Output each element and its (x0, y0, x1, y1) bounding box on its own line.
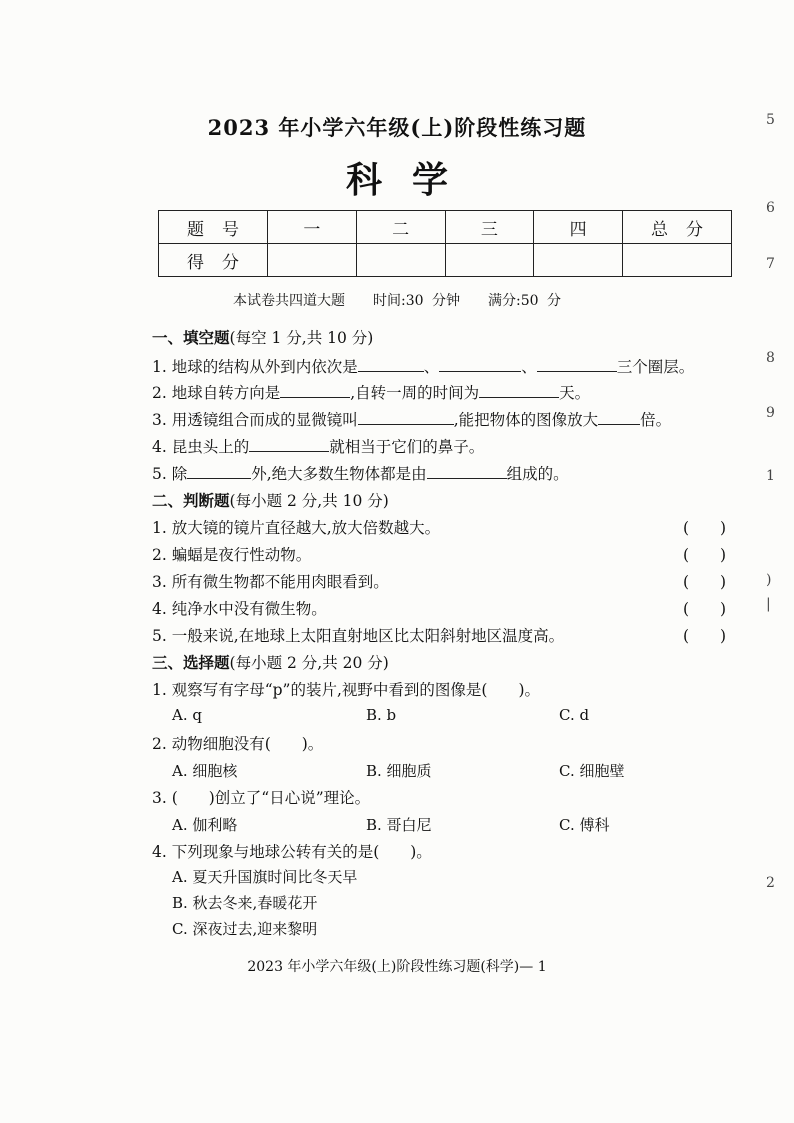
section2-title: 二、判断题 (152, 491, 230, 510)
fill-q3-suffix: 倍。 (640, 411, 672, 429)
fill-question-1 (152, 355, 694, 377)
section1-title: 一、填空题 (152, 328, 230, 347)
fill-q2-mid: ,自转一周的时间为 (350, 384, 480, 402)
subject-title: 科学 (345, 159, 478, 201)
edge-mark: 7 (766, 256, 775, 272)
section2-heading (152, 489, 389, 511)
score-table (158, 210, 732, 277)
choice-q4-option-a[interactable]: A. 夏天升国旗时间比冬天早 (172, 868, 358, 886)
choice-q1-option-c[interactable]: C. d (559, 706, 590, 724)
fill-question-3 (152, 408, 671, 430)
fill-q1-prefix: 1. 地球的结构从外到内依次是 (152, 358, 358, 376)
fill-q2-blank-1[interactable] (280, 382, 350, 398)
edge-mark: 2 (766, 875, 775, 891)
section1-note: (每空 1 分,共 10 分) (229, 329, 374, 347)
fill-question-5 (152, 462, 569, 484)
fill-q1-blank-1[interactable] (358, 356, 424, 372)
judge-answer-5[interactable]: ( ) (683, 627, 727, 645)
judge-question-5: 5. 一般来说,在地球上太阳直射地区比太阳斜射地区温度高。 (152, 627, 565, 645)
choice-q2-option-a[interactable]: A. 细胞核 (172, 762, 238, 780)
score-cell-header-1: 一 (268, 211, 357, 244)
score-table-header-row (159, 211, 732, 244)
edge-mark: | (766, 596, 771, 612)
choice-question-4: 4. 下列现象与地球公转有关的是( )。 (152, 843, 432, 861)
choice-question-1: 1. 观察写有字母“p”的装片,视野中看到的图像是( )。 (152, 681, 541, 699)
choice-q1-option-b[interactable]: B. b (366, 706, 397, 724)
fill-q2-prefix: 2. 地球自转方向是 (152, 384, 281, 402)
fill-q5-suffix: 组成的。 (506, 465, 569, 483)
score-cell-header-2: 二 (356, 211, 445, 244)
section3-note: (每小题 2 分,共 20 分) (229, 654, 389, 672)
score-input-total[interactable] (623, 244, 732, 277)
fill-q3-blank-1[interactable] (358, 409, 454, 425)
judge-question-1: 1. 放大镜的镜片直径越大,放大倍数越大。 (152, 519, 441, 537)
judge-answer-2[interactable]: ( ) (683, 546, 727, 564)
score-table-score-row (159, 244, 732, 277)
judge-answer-1[interactable]: ( ) (683, 519, 727, 537)
fill-q1-suffix: 三个圈层。 (616, 358, 695, 376)
choice-question-3: 3. ( )创立了“日心说”理论。 (152, 789, 371, 807)
judge-answer-3[interactable]: ( ) (683, 573, 727, 591)
fill-q5-blank-2[interactable] (427, 463, 507, 479)
choice-q2-option-b[interactable]: B. 细胞质 (366, 762, 432, 780)
fill-q1-sep1: 、 (423, 358, 440, 376)
choice-q1-option-a[interactable]: A. q (172, 706, 202, 724)
choice-question-2: 2. 动物细胞没有( )。 (152, 735, 324, 753)
choice-q3-option-b[interactable]: B. 哥白尼 (366, 816, 432, 834)
score-row-label: 得分 (159, 244, 268, 277)
edge-mark: 1 (766, 468, 775, 484)
edge-mark: 6 (766, 200, 775, 216)
score-input-3[interactable] (445, 244, 534, 277)
score-input-2[interactable] (356, 244, 445, 277)
exam-title: 2023 年小学六年级(上)阶段性练习题 (207, 115, 587, 140)
edge-mark: 9 (766, 405, 775, 421)
edge-mark: 8 (766, 350, 775, 366)
judge-answer-4[interactable]: ( ) (683, 600, 727, 618)
choice-q3-option-c[interactable]: C. 傅科 (559, 816, 610, 834)
score-cell-header-4: 四 (534, 211, 623, 244)
judge-question-3: 3. 所有微生物都不能用肉眼看到。 (152, 573, 389, 591)
section2-note: (每小题 2 分,共 10 分) (229, 492, 389, 510)
fill-q3-prefix: 3. 用透镜组合而成的显微镜叫 (152, 411, 358, 429)
choice-q2-option-c[interactable]: C. 细胞壁 (559, 762, 625, 780)
edge-mark: ) (766, 572, 772, 588)
fill-q1-blank-2[interactable] (439, 356, 521, 372)
fill-q4-suffix: 就相当于它们的鼻子。 (329, 438, 485, 456)
fill-question-4 (152, 435, 484, 457)
fill-q3-blank-2[interactable] (598, 409, 640, 425)
score-input-4[interactable] (534, 244, 623, 277)
exam-info: 本试卷共四道大题 时间:30 分钟 满分:50 分 (233, 293, 561, 309)
score-input-1[interactable] (268, 244, 357, 277)
score-cell-total: 总分 (623, 211, 732, 244)
choice-q3-option-a[interactable]: A. 伽利略 (172, 816, 238, 834)
fill-q1-sep2: 、 (521, 358, 537, 376)
judge-question-4: 4. 纯净水中没有微生物。 (152, 600, 327, 618)
fill-q4-prefix: 4. 昆虫头上的 (152, 438, 250, 456)
judge-question-2: 2. 蝙蝠是夜行性动物。 (152, 546, 312, 564)
page-footer: 2023 年小学六年级(上)阶段性练习题(科学)— 1 (247, 959, 547, 975)
choice-q4-option-c[interactable]: C. 深夜过去,迎来黎明 (172, 920, 318, 938)
section3-heading (152, 651, 389, 673)
fill-q2-blank-2[interactable] (479, 382, 559, 398)
fill-q4-blank-1[interactable] (249, 436, 329, 452)
choice-q4-option-b[interactable]: B. 秋去冬来,春暖花开 (172, 894, 318, 912)
fill-q3-mid: ,能把物体的图像放大 (453, 411, 599, 429)
fill-q2-suffix: 天。 (559, 384, 591, 402)
fill-question-2 (152, 381, 590, 403)
fill-q5-blank-1[interactable] (187, 463, 251, 479)
score-cell-label: 题号 (159, 211, 268, 244)
edge-mark: 5 (766, 112, 775, 128)
section3-title: 三、选择题 (152, 653, 230, 672)
fill-q5-prefix: 5. 除 (152, 465, 188, 483)
fill-q5-mid: 外,绝大多数生物体都是由 (251, 465, 427, 483)
score-cell-header-3: 三 (445, 211, 534, 244)
section1-heading (152, 326, 373, 348)
fill-q1-blank-3[interactable] (537, 356, 617, 372)
